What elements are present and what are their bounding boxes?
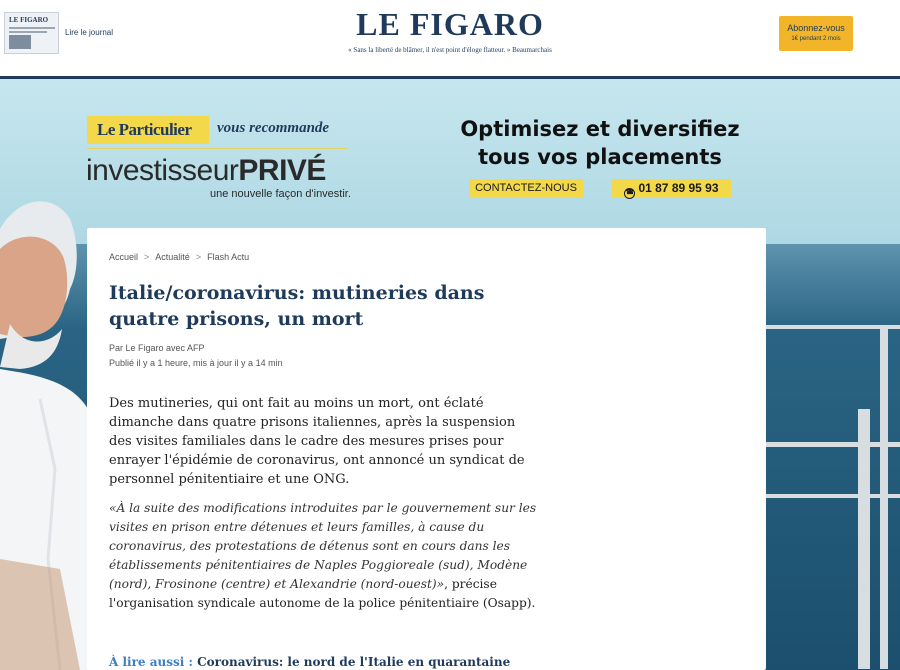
investisseur-prive-logo — [86, 154, 326, 188]
logo-text: LE FIGARO — [356, 6, 544, 42]
site-logo[interactable] — [0, 6, 900, 43]
chevron-right-icon: > — [144, 252, 150, 262]
phone-number: 01 87 89 95 93 — [638, 181, 719, 195]
partner-tagline: une nouvelle façon d'investir. — [210, 188, 351, 200]
also-read-link[interactable] — [109, 655, 510, 669]
le-particulier-logo — [87, 116, 209, 144]
ad-headline-line1: Optimisez et diversifiez — [460, 117, 740, 141]
contact-us-button[interactable]: CONTACTEZ-NOUS — [469, 179, 583, 198]
boat-stanchion — [880, 329, 888, 669]
site-header — [0, 0, 900, 76]
also-read-title: Coronavirus: le nord de l'Italie en quarantaine — [197, 655, 511, 669]
article-quote-tail: , précise l'organisation syndicale autonome de la police pénitentiaire (Osapp). — [109, 577, 536, 610]
chevron-right-icon: > — [195, 252, 202, 262]
breadcrumb-flash[interactable]: Flash Actu — [207, 252, 250, 262]
also-read-label: À lire aussi : — [109, 655, 193, 669]
article-paragraph-quote — [109, 499, 539, 613]
subscribe-label: Abonnez-vous — [787, 23, 845, 33]
le-particulier-text: Le Particulier — [97, 120, 192, 139]
recommends-text: vous recommande — [217, 120, 330, 136]
investisseur-text: investisseur — [86, 154, 239, 187]
article-paragraph: Des mutineries, qui ont fait au moins un mort, ont éclaté dimanche dans quatre prisons italiennes, après la suspension des visites familiales dans le cadre des mesures prises pour enrayer l'épidémie de coronavirus, ont annoncé un syndicat de personnel pénitentiaire et une ONG. — [109, 396, 525, 487]
prive-text: PRIVÉ — [238, 154, 326, 187]
article-card — [87, 228, 766, 670]
phone-button[interactable] — [612, 179, 731, 198]
article-quote: «À la suite des modifications introduites par le gouvernement sur les visites en prison entre détenues et leurs familles, à cause du coronavirus, des protestations de détenus sont en cours dans les établissements pénitentiaires de Naples Poggioreale (sud), Modène (nord), Frosinone (centre) et Alexandrie (nord-ouest)» — [109, 501, 537, 591]
breadcrumb-home[interactable]: Accueil — [109, 252, 139, 262]
subscribe-button[interactable] — [779, 16, 853, 51]
read-paper-link[interactable]: Lire le journal — [65, 28, 114, 37]
article-byline: Par Le Figaro avec AFP — [109, 343, 205, 353]
phone-icon: ☎ — [624, 188, 635, 199]
ad-model-photo — [0, 139, 95, 670]
breadcrumb-news[interactable]: Actualité — [155, 252, 190, 262]
ad-divider — [87, 148, 347, 149]
breadcrumb — [109, 252, 249, 262]
newspaper-thumbnail-masthead: LE FIGARO — [9, 16, 49, 24]
article-title: Italie/coronavirus: mutineries dans quatre prisons, un mort — [109, 282, 485, 330]
article-published: Publié il y a 1 heure, mis à jour il y a 14 min — [109, 358, 283, 368]
boat-stanchion — [858, 409, 870, 669]
ad-headline-line2: tous vos placements — [478, 145, 722, 169]
site-motto: « Sans la liberté de blâmer, il n'est point d'éloge flatteur. » Beaumarchais — [348, 46, 552, 54]
subscribe-price: 1€ pendant 2 mois — [791, 36, 841, 42]
ad-headline — [455, 115, 745, 171]
